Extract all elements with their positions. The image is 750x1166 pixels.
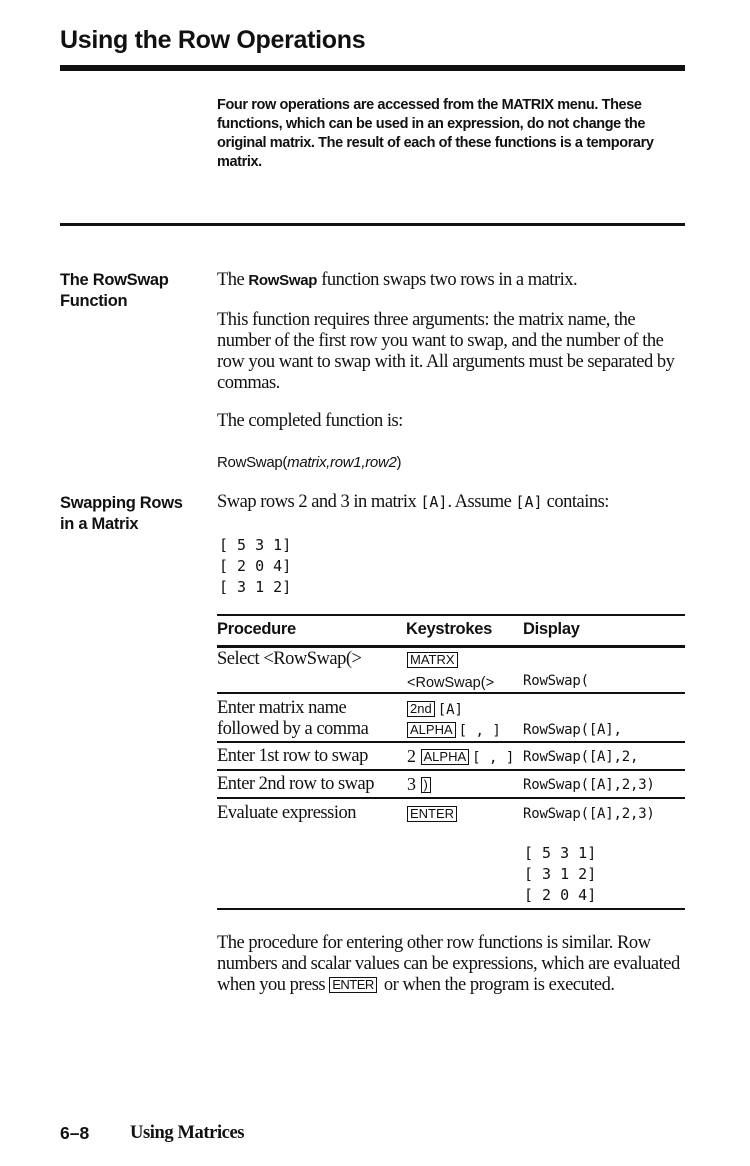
matrx-key: MATRX <box>407 652 458 668</box>
matrix-result <box>524 843 596 906</box>
text-run: . Assume <box>447 492 516 512</box>
table-bottom-rule <box>217 908 685 910</box>
row-divider <box>217 769 685 771</box>
title-rule <box>60 65 685 71</box>
section-rule <box>60 223 685 226</box>
rowswap-heading-line2: Function <box>60 292 128 310</box>
row3-display: RowSwap([A],2, <box>523 749 639 765</box>
matrix-original <box>219 535 291 598</box>
key-legend: [ , ] <box>472 750 515 766</box>
text-run: function swaps two rows in a matrix. <box>317 270 578 290</box>
table-top-rule <box>217 614 685 616</box>
swapping-heading-line1: Swapping Rows <box>60 494 183 512</box>
2nd-key: 2nd <box>407 701 435 717</box>
text-run: or when the program is executed. <box>379 975 615 995</box>
row-divider <box>217 741 685 743</box>
page-title: Using the Row Operations <box>60 26 366 54</box>
menu-item-text: <RowSwap(> <box>407 675 495 691</box>
matrix-row: [ 5 3 1] <box>219 536 292 554</box>
rowswap-paragraph-3: The completed function is: <box>217 411 403 431</box>
alpha-key: ALPHA <box>407 722 456 738</box>
swapping-heading-line2: in a Matrix <box>60 515 139 533</box>
text-run: Swap rows 2 and 3 in matrix <box>217 492 421 512</box>
row1-display: RowSwap( <box>523 673 589 689</box>
digit-key-text: 3 <box>407 774 416 794</box>
row1-keystrokes-line2 <box>407 671 494 694</box>
row1-procedure: Select <RowSwap(> <box>217 649 362 669</box>
table-header-rule <box>217 645 685 648</box>
row4-procedure: Enter 2nd row to swap <box>217 774 374 794</box>
matrix-row: [ 5 3 1] <box>524 844 597 862</box>
row4-display: RowSwap([A],2,3) <box>523 777 655 793</box>
syntax-close: ) <box>396 454 402 471</box>
header-display: Display <box>523 620 580 638</box>
closing-paragraph <box>217 933 687 996</box>
matrix-row: [ 3 1 2] <box>219 578 292 596</box>
text-run: The <box>217 270 249 290</box>
row5-display: RowSwap([A],2,3) <box>523 806 655 822</box>
row2-keystrokes-line2 <box>407 719 501 742</box>
text-run: The procedure for entering other row functions is similar. Row numbers and scalar values can be expressions, which are evaluated when you press <box>217 933 680 995</box>
intro-paragraph: Four row operations are accessed from the MATRIX menu. These functions, which can be used in an expression, do not change the original matrix. The result of each of these functions is a temporary matrix. <box>217 97 654 170</box>
digit-key-text: 2 <box>407 746 416 766</box>
key-legend: [A] <box>437 702 463 718</box>
rowswap-heading-line1: The RowSwap <box>60 271 169 289</box>
row1-keystrokes-line1 <box>407 649 461 670</box>
text-run: contains: <box>542 492 609 512</box>
row4-keystrokes <box>407 774 434 795</box>
row-divider <box>217 797 685 799</box>
row2-procedure-line2: followed by a comma <box>217 719 369 739</box>
rowswap-heading <box>60 270 205 312</box>
row5-keystrokes <box>407 803 460 824</box>
close-paren-key: ) <box>421 777 431 793</box>
row3-procedure: Enter 1st row to swap <box>217 746 368 766</box>
row3-keystrokes <box>407 746 514 769</box>
key-legend: [ , ] <box>458 723 501 739</box>
footer-section-title: Using Matrices <box>130 1123 245 1143</box>
matrix-row: [ 3 1 2] <box>524 865 597 883</box>
header-procedure: Procedure <box>217 620 296 638</box>
row5-procedure: Evaluate expression <box>217 803 356 823</box>
enter-key: ENTER <box>329 977 377 993</box>
inline-matrix-name: [A] <box>515 493 543 511</box>
row2-display: RowSwap([A], <box>523 722 622 738</box>
enter-key: ENTER <box>407 806 457 822</box>
alpha-key: ALPHA <box>421 749 470 765</box>
row2-keystrokes-line1 <box>407 698 463 721</box>
rowswap-syntax <box>217 454 401 471</box>
syntax-arguments: matrix,row1,row2 <box>287 454 397 471</box>
row-divider <box>217 692 685 694</box>
inline-matrix-name: [A] <box>420 493 448 511</box>
header-keystrokes: Keystrokes <box>406 620 492 638</box>
rowswap-paragraph-1 <box>217 270 687 291</box>
inline-function-name: RowSwap <box>248 272 318 289</box>
matrix-row: [ 2 0 4] <box>524 886 597 904</box>
matrix-row: [ 2 0 4] <box>219 557 292 575</box>
page-number: 6–8 <box>60 1123 90 1143</box>
rowswap-paragraph-2: This function requires three arguments: the matrix name, the number of the first row you want to swap, and the number of the row you want to swap with it. All arguments must be separated by commas. <box>217 310 675 393</box>
syntax-function: RowSwap( <box>217 454 288 471</box>
row2-procedure-line1: Enter matrix name <box>217 698 347 718</box>
swapping-heading <box>60 493 205 535</box>
swapping-intro <box>217 492 687 513</box>
